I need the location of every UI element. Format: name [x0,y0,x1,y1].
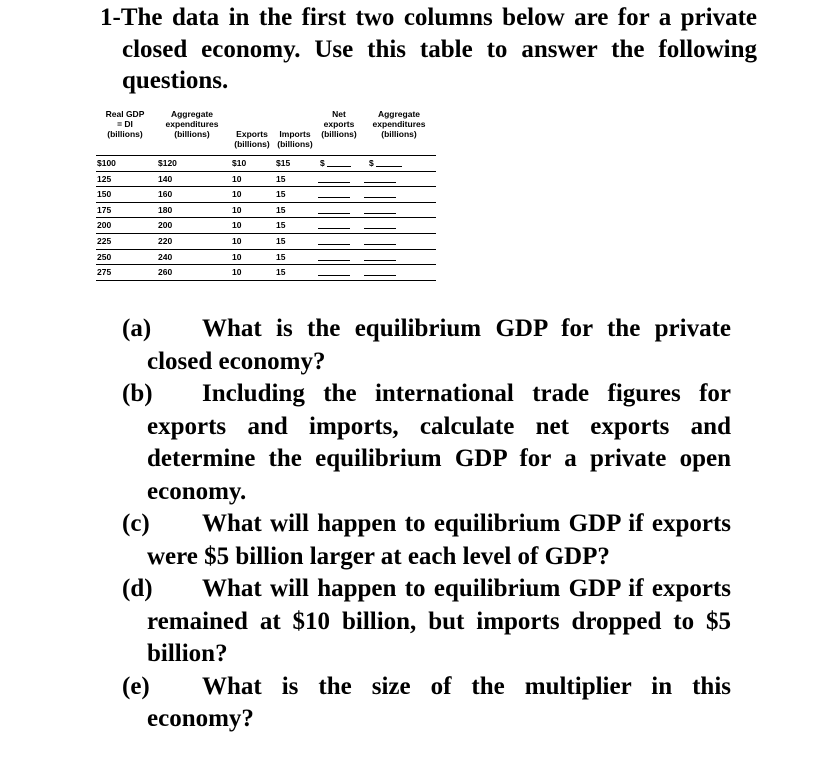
table-row [96,265,436,281]
cell-exports: 10 [232,220,242,231]
answer-blank [364,182,396,183]
cell-ae: 260 [158,267,173,278]
header-exports: Exports (billions) [234,129,270,149]
answer-blank [364,228,396,229]
cell-exports: 10 [232,235,242,246]
cell-imports: $15 [276,158,291,168]
question-label: (d) [122,575,153,602]
answer-blank [318,260,350,261]
question-label: (b) [122,380,153,407]
header-net-exports: Net exports (billions) [321,109,357,139]
header-aggregate-expenditures-open: Aggregate expenditures (billions) [372,109,426,139]
cell-exports: 10 [232,173,242,184]
table-row [96,172,436,188]
cell-gdp: $100 [97,158,116,168]
cell-net-exports: $ [320,158,325,168]
table-row [96,218,436,234]
question-text: What will happen to equilibrium GDP if exports remained at $10 billion, but imports dropped to $5 billion? [147,575,731,667]
question-text: What is the equilibrium GDP for the private closed economy? [147,315,731,375]
answer-blank [364,260,396,261]
answer-blank [376,166,402,167]
answer-blank [327,166,351,167]
answer-blank [364,244,396,245]
answer-blank [318,244,350,245]
cell-ae: 160 [158,189,173,200]
cell-ae: 140 [158,173,173,184]
cell-imports: 15 [276,173,286,184]
cell-exports: 10 [232,251,242,262]
header-aggregate-expenditures-closed: Aggregate expenditures (billions) [165,109,219,139]
cell-gdp: 250 [97,251,112,262]
cell-gdp: 150 [97,189,112,200]
cell-ae: 200 [158,220,173,231]
header-real-gdp: Real GDP = DI (billions) [105,109,145,139]
question-e [122,671,731,736]
cell-gdp: 125 [97,173,112,184]
cell-imports: 15 [276,189,286,200]
question-label: (e) [122,672,150,700]
question-list [122,313,731,736]
answer-blank [364,275,396,276]
cell-imports: 15 [276,251,286,262]
cell-gdp: 200 [97,220,112,231]
answer-blank [318,197,350,198]
cell-exports: 10 [232,204,242,215]
question-text: What will happen to equilibrium GDP if exports were $5 billion larger at each level of GDP? [147,510,731,570]
table-row [96,156,436,172]
cell-imports: 15 [276,267,286,278]
data-table [96,107,436,281]
answer-blank [318,213,350,214]
cell-ae: $120 [158,158,177,168]
question-text: Including the international trade figures for exports and imports, calculate net exports and determine the equilibrium GDP for a private open economy. [147,380,731,505]
cell-ae: 220 [158,235,173,246]
cell-ae: 180 [158,204,173,215]
cell-imports: 15 [276,220,286,231]
cell-imports: 15 [276,235,286,246]
cell-exports: $10 [232,158,247,168]
answer-blank [318,275,350,276]
table-row [96,250,436,266]
header-imports: Imports (billions) [277,129,313,149]
question-text: What is the size of the multiplier in this economy? [147,672,731,732]
answer-blank [318,228,350,229]
cell-exports: 10 [232,189,242,200]
answer-blank [364,213,396,214]
table-header [96,107,436,156]
cell-open-ae: $ [369,158,374,168]
problem-intro: 1-The data in the first two columns below are for a private closed economy. Use this table to answer the following questions. [100,4,757,94]
answer-blank [318,182,350,183]
cell-ae: 240 [158,251,173,262]
answer-blank [364,197,396,198]
question-a [122,313,731,378]
cell-gdp: 275 [97,267,112,278]
question-c [122,508,731,573]
question-b [122,378,731,508]
question-d [122,573,731,671]
cell-gdp: 175 [97,204,112,215]
table-row [96,234,436,250]
cell-gdp: 225 [97,235,112,246]
question-label: (c) [122,510,150,537]
table-row [96,187,436,203]
question-label: (a) [122,315,152,342]
cell-exports: 10 [232,267,242,278]
cell-imports: 15 [276,204,286,215]
table-row [96,203,436,219]
